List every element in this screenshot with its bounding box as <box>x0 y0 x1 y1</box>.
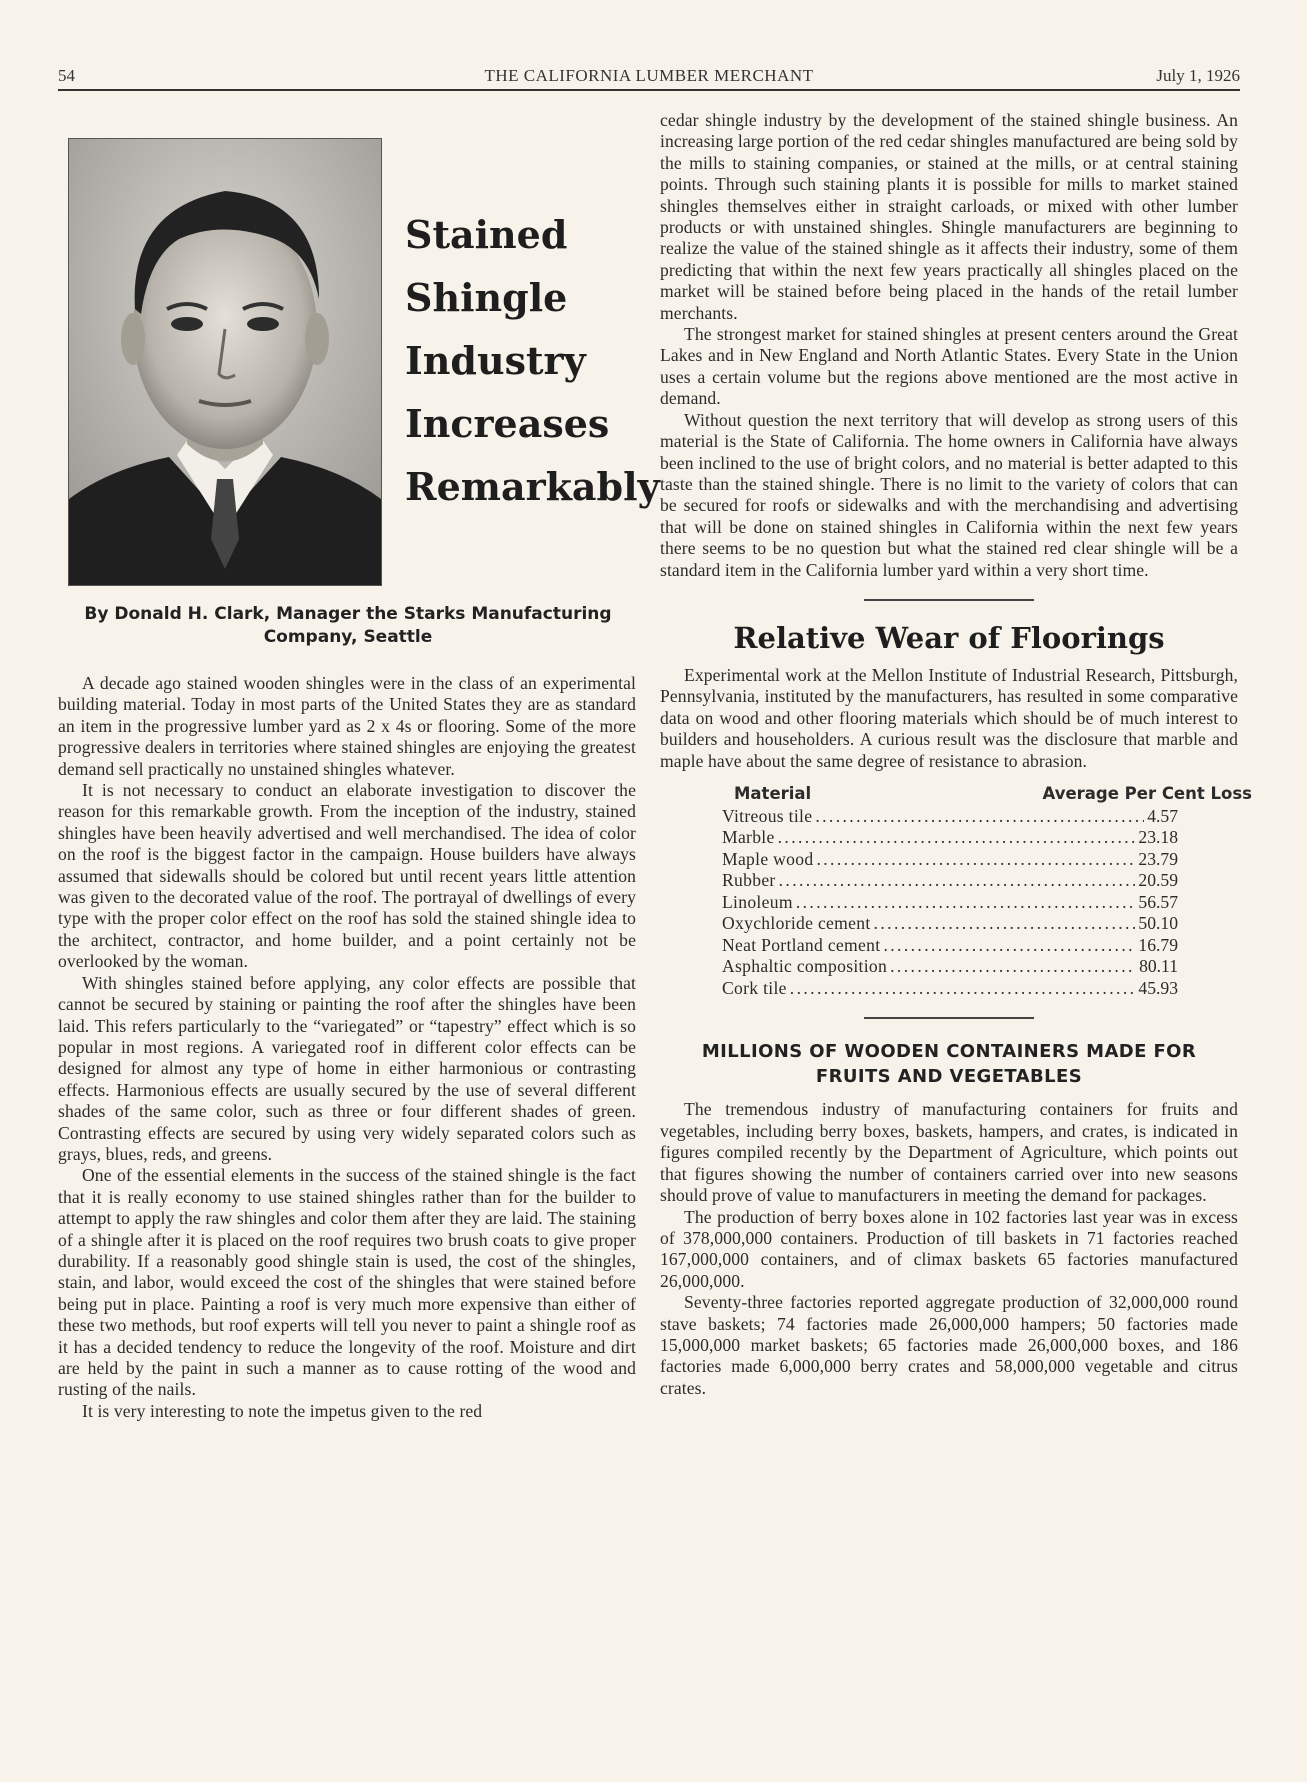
material-name: Neat Portland cement <box>722 934 881 955</box>
article-paragraph: It is very interesting to note the impetus given to the red <box>82 1400 483 1421</box>
headline-line: Industry <box>405 338 586 383</box>
leader-dots <box>883 935 1135 957</box>
leader-dots <box>790 978 1136 1000</box>
material-name: Linoleum <box>722 891 793 912</box>
article-paragraph: With shingles stained before applying, any color effects are possible that cannot be secured by staining or painting the roof after the shingles have been laid. This refers particularly to the “variegated” or “tapestry” effect which is so popular in most regions. A variegated roof in different color effects can be designed for almost any type of home in either harmonious or contrasting effects. Harmonious effects are usually secured by the use of several different shades of the same color, such as three or four different shades of green. Contrasting effects are secured by using very widely separated colors such as grays, blues, reds, and greens. <box>58 972 636 1164</box>
article-paragraph: It is not necessary to conduct an elaborate investigation to discover the reason for this remarkable growth. From the inception of the industry, stained shingles have been heavily advertised and well merchandised. The idea of color on the roof is the biggest factor in the campaign. House builders have always assumed that sidewalls should be colored but until recent years little attention was given to the decorated value of the roof. The portrayal of dwellings of every type with the proper color effect on the roof has sold the stained shingle idea to the architect, contractor, and home builder, and a point certainly not be overlooked by the woman. <box>58 780 636 972</box>
leader-dots <box>816 849 1135 871</box>
material-name: Marble <box>722 827 775 848</box>
section-title <box>660 1039 1238 1089</box>
author-portrait-photo <box>68 138 382 586</box>
material-name: Asphaltic composition <box>722 956 888 977</box>
section-divider <box>864 599 1034 601</box>
loss-value: 56.57 <box>1138 891 1178 912</box>
page-number: 54 <box>58 66 75 85</box>
table-row <box>722 892 1178 914</box>
article-paragraph: Without question the next territory that will develop as strong users of this material is the State of California. The home owners in California have always been inclined to the use of bright colors, and no material is better adapted to this taste than the stained shingle. There is no limit to the variety of colors that can be secured for roofs or sidewalks and with the merchandising and advertising that will be done on stained shingles in California within the next few years there seems to be no question but what the stained red clear shingle will be a standard item in the California lumber yard within a very short time. <box>660 409 1238 580</box>
article-paragraph: Experimental work at the Mellon Institute of Industrial Research, Pittsburgh, Pennsylvania, instituted by the manufacturers, has resulted in some comparative data on wood and other flooring materials which should be of much interest to builders and householders. A curious result was the disclosure that marble and maple have about the same degree of resistance to abrasion. <box>660 664 1238 771</box>
loss-value: 50.10 <box>1138 913 1178 934</box>
table-row <box>722 935 1178 957</box>
section-title-line: MILLIONS OF WOODEN CONTAINERS MADE FOR <box>701 1041 1197 1063</box>
loss-value: 80.11 <box>1139 956 1178 977</box>
headline-line: Increases <box>405 401 610 446</box>
material-name: Oxychloride cement <box>722 913 871 934</box>
article-paragraph: cedar shingle industry by the development of the stained shingle business. An increasing large portion of the red cedar shingles manufactured are being sold by the mills to staining companies, or stained at the mills, or at central staining points. Through such staining plants it is possible for mills to market stained shingles themselves either in straight carloads, or mixed with other lumber products or with unstained shingles. Shingle manufacturers are beginning to realize the value of the stained shingle as it affects their industry, some of them predicting that within the next few years practically all shingles placed on the market will be stained before being placed in the hands of the retail lumber merchants. <box>660 110 1238 323</box>
left-column <box>58 673 636 1422</box>
loss-value: 4.57 <box>1147 805 1178 826</box>
table-row <box>722 870 1178 892</box>
article-headline <box>405 203 660 518</box>
flooring-wear-table <box>722 783 1252 1000</box>
table-row <box>722 978 1178 1000</box>
column-header-loss: Average Per Cent Loss <box>1042 783 1252 803</box>
byline-line: Company, Seattle <box>263 627 433 647</box>
table-row <box>722 827 1178 849</box>
material-name: Maple wood <box>722 848 814 869</box>
publication-title: THE CALIFORNIA LUMBER MERCHANT <box>484 66 814 85</box>
material-name: Cork tile <box>722 977 787 998</box>
article-paragraph: Seventy-three factories reported aggregate production of 32,000,000 round stave baskets; 74 factories made 26,000,000 hampers; 50 factories made 15,000,000 market baskets; 65 factories made 26,000,000 boxes, and 186 factories made 6,000,000 berry crates and 58,000,000 vegetable and citrus crates. <box>660 1292 1238 1398</box>
leader-dots <box>874 913 1136 935</box>
leader-dots <box>815 806 1144 828</box>
leader-dots <box>796 892 1136 914</box>
right-column <box>660 110 1252 1399</box>
header-rule <box>58 89 1240 91</box>
section-title: Relative Wear of Floorings <box>733 620 1165 655</box>
column-header-material: Material <box>734 783 812 803</box>
article-paragraph: The production of berry boxes alone in 102 factories last year was in excess of 378,000,000 containers. Production of till baskets in 71 factories reached 167,000,000 containers, and of climax baskets 65 factories manufactured 26,000,000. <box>660 1206 1238 1291</box>
headline-line: Remarkably <box>405 464 660 509</box>
table-row <box>722 849 1178 871</box>
byline <box>58 603 638 649</box>
leader-dots <box>779 870 1136 892</box>
table-row <box>722 956 1178 978</box>
article-paragraph: The strongest market for stained shingles at present centers around the Great Lakes and in New England and North Atlantic States. Every State in the Union uses a certain volume but the regions above mentioned are the most active in demand. <box>660 324 1238 409</box>
section-title-line: FRUITS AND VEGETABLES <box>815 1066 1083 1088</box>
material-name: Vitreous tile <box>722 805 813 826</box>
leader-dots <box>890 956 1136 978</box>
loss-value: 23.79 <box>1138 848 1178 869</box>
issue-date: July 1, 1926 <box>1156 66 1240 85</box>
table-header <box>722 783 1252 803</box>
material-name: Rubber <box>722 870 776 891</box>
leader-dots <box>778 827 1136 849</box>
table-row <box>722 806 1178 828</box>
table-row <box>722 913 1178 935</box>
running-header <box>58 64 1240 88</box>
article-paragraph: The tremendous industry of manufacturing containers for fruits and vegetables, including berry boxes, baskets, hampers, and crates, is indicated in figures compiled recently by the Department of Agriculture, which points out that figures showing the number of containers carried over into new seasons should prove of value to manufacturers in meeting the demand for packages. <box>660 1099 1238 1206</box>
loss-value: 45.93 <box>1138 977 1178 998</box>
loss-value: 16.79 <box>1138 934 1178 955</box>
article-paragraph: A decade ago stained wooden shingles were in the class of an experimental building material. Today in most parts of the United States they are as standard an item in the progressive lumber yard as 2 x 4s or flooring. Some of the more progressive dealers in territories where stained shingles are enjoying the greatest demand sell practically no unstained shingles whatever. <box>58 673 636 779</box>
loss-value: 20.59 <box>1138 870 1178 891</box>
byline-line: By Donald H. Clark, Manager the Starks Manufacturing <box>84 604 612 624</box>
headline-line: Stained <box>405 212 568 257</box>
section-divider <box>864 1017 1034 1019</box>
loss-value: 23.18 <box>1138 827 1178 848</box>
headline-line: Shingle <box>405 275 568 320</box>
article-paragraph: One of the essential elements in the success of the stained shingle is the fact that it is really economy to use stained shingles rather than for the builder to attempt to apply the raw shingles and color them after they are laid. The staining of a shingle after it is placed on the roof requires two brush coats to give proper durability. If a reasonably good shingle stain is used, the cost of the shingles, stain, and labor, would exceed the cost of the shingles that were stained before being put in place. Painting a roof is very much more expensive than either of these two methods, but roof experts will tell you never to paint a shingle roof as it has a decided tendency to reduce the longevity of the roof. Moisture and dirt are held by the paint in such a manner as to cause rotting of the wood and rusting of the nails. <box>58 1165 636 1400</box>
